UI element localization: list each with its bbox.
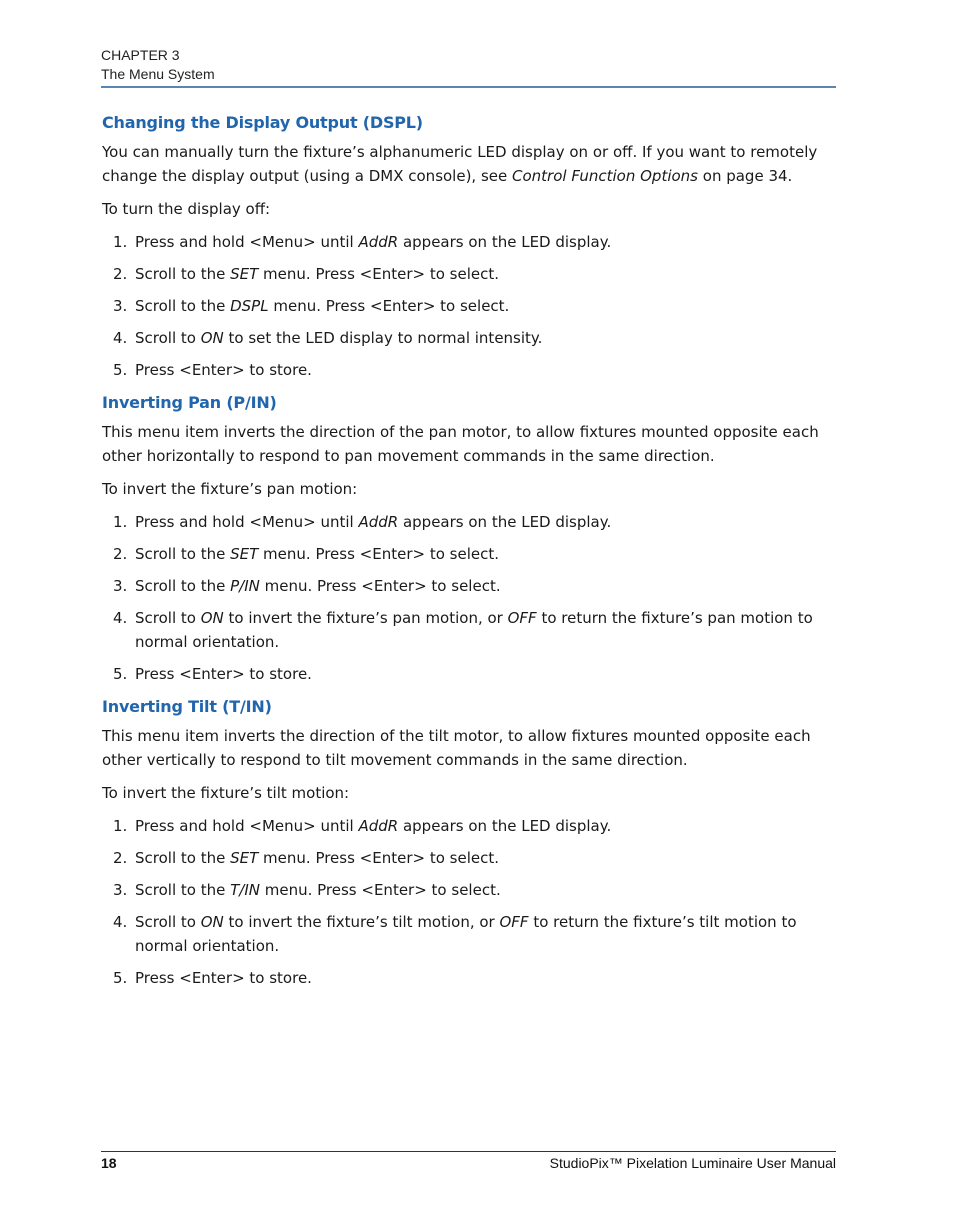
text-run: to set the LED display to normal intensity. [223, 329, 543, 347]
step-item [102, 358, 837, 383]
text-run: menu. Press <Enter> to select. [258, 265, 500, 283]
text-run: Scroll to [135, 329, 201, 347]
step-list [102, 510, 837, 687]
footer-divider [101, 1151, 836, 1152]
text-run: Scroll to [135, 912, 201, 931]
section-heading: Changing the Display Output (DSPL) [102, 113, 423, 132]
step-item [102, 542, 837, 567]
step-number: 5. [113, 361, 128, 379]
text-run: Scroll to the [135, 297, 231, 315]
text-run: menu. Press <Enter> to select. [258, 848, 500, 867]
step-item [102, 230, 837, 255]
step-item [102, 262, 837, 287]
text-run: Scroll to the [135, 880, 231, 899]
manual-title: StudioPix™ Pixelation Luminaire User Manual [549, 1155, 836, 1171]
page-number: 18 [101, 1155, 117, 1171]
text-run: Scroll to the [135, 265, 231, 283]
text-run: You can manually turn the fixture’s alphanumeric LED display on or off. If you want to remotely change the display output (using a DMX console), see [102, 143, 818, 185]
text-run: menu. Press <Enter> to select. [259, 576, 501, 595]
text-run: on page 34. [698, 167, 793, 185]
emphasis-text: OFF [507, 608, 537, 627]
text-run: menu. Press <Enter> to select. [258, 544, 500, 563]
text-run: appears on the LED display. [398, 512, 612, 531]
procedure-lead: To invert the fixture’s pan motion: [102, 479, 358, 498]
step-item [102, 814, 837, 839]
step-number: 5. [113, 969, 128, 987]
step-number: 2. [113, 544, 128, 563]
step-item [102, 606, 837, 655]
section-heading: Inverting Tilt (T/IN) [102, 696, 272, 716]
step-number: 3. [113, 880, 128, 899]
text-run: to invert the fixture’s tilt motion, or [223, 912, 500, 931]
step-number: 3. [113, 297, 128, 315]
step-item [102, 846, 837, 871]
page-content [102, 112, 837, 1000]
procedure-lead: To invert the fixture’s tilt motion: [102, 783, 350, 802]
step-number: 4. [113, 912, 128, 931]
step-number: 5. [113, 665, 128, 683]
step-item [102, 966, 837, 991]
section-intro [102, 420, 837, 468]
section [102, 392, 837, 687]
text-run: appears on the LED display. [398, 816, 612, 835]
step-number: 1. [113, 512, 128, 531]
emphasis-text: T/IN [230, 880, 260, 899]
emphasis-text: ON [200, 329, 224, 347]
step-item [102, 326, 837, 351]
text-run: Press and hold <Menu> until [135, 233, 359, 251]
text-run: to invert the fixture’s pan motion, or [223, 608, 508, 627]
text-run: This menu item inverts the direction of the pan motor, to allow fixtures mounted opposite each other horizontally to respond to pan movement commands in the same direction. [102, 422, 819, 465]
step-number: 4. [113, 608, 128, 627]
step-number: 4. [113, 329, 128, 347]
text-run: Press and hold <Menu> until [135, 816, 359, 835]
step-number: 2. [113, 265, 128, 283]
text-run: Press <Enter> to store. [135, 665, 312, 683]
emphasis-text: P/IN [230, 576, 260, 595]
text-run: Scroll to the [135, 848, 231, 867]
emphasis-text: SET [230, 848, 259, 867]
running-header [101, 46, 836, 84]
step-number: 3. [113, 576, 128, 595]
text-run: to return the fixture’s tilt motion to normal orientation. [135, 912, 797, 955]
step-item [102, 510, 837, 535]
text-run: menu. Press <Enter> to select. [268, 297, 510, 315]
text-run: Scroll to the [135, 576, 231, 595]
emphasis-text: SET [230, 265, 259, 283]
emphasis-text: Control Function Options [512, 167, 698, 185]
section-heading: Inverting Pan (P/IN) [102, 392, 277, 412]
step-list [102, 814, 837, 991]
section-intro [102, 724, 837, 772]
text-run: to return the fixture’s pan motion to normal orientation. [135, 608, 813, 651]
emphasis-text: ON [200, 608, 224, 627]
text-run: Scroll to the [135, 544, 231, 563]
procedure-lead: To turn the display off: [102, 200, 271, 218]
step-number: 1. [113, 816, 128, 835]
text-run: Press <Enter> to store. [135, 969, 312, 987]
text-run: Press <Enter> to store. [135, 361, 312, 379]
text-run: Scroll to [135, 608, 201, 627]
step-item [102, 878, 837, 903]
emphasis-text: AddR [358, 512, 399, 531]
step-number: 2. [113, 848, 128, 867]
section [102, 112, 837, 383]
step-item [102, 294, 837, 319]
step-item [102, 910, 837, 959]
step-item [102, 662, 837, 687]
text-run: Press and hold <Menu> until [135, 512, 359, 531]
emphasis-text: ON [200, 912, 224, 931]
text-run: This menu item inverts the direction of the tilt motor, to allow fixtures mounted opposite each other vertically to respond to tilt movement commands in the same direction. [102, 726, 811, 769]
emphasis-text: DSPL [230, 297, 269, 315]
section [102, 696, 837, 991]
section-intro [102, 140, 837, 188]
chapter-label: CHAPTER 3 [101, 47, 180, 63]
emphasis-text: SET [230, 544, 259, 563]
step-number: 1. [113, 233, 128, 251]
emphasis-text: AddR [358, 816, 399, 835]
step-list [102, 230, 837, 383]
text-run: menu. Press <Enter> to select. [259, 880, 501, 899]
emphasis-text: AddR [358, 233, 399, 251]
step-item [102, 574, 837, 599]
header-divider [101, 86, 836, 88]
emphasis-text: OFF [499, 912, 529, 931]
text-run: appears on the LED display. [398, 233, 612, 251]
chapter-title: The Menu System [101, 66, 215, 82]
